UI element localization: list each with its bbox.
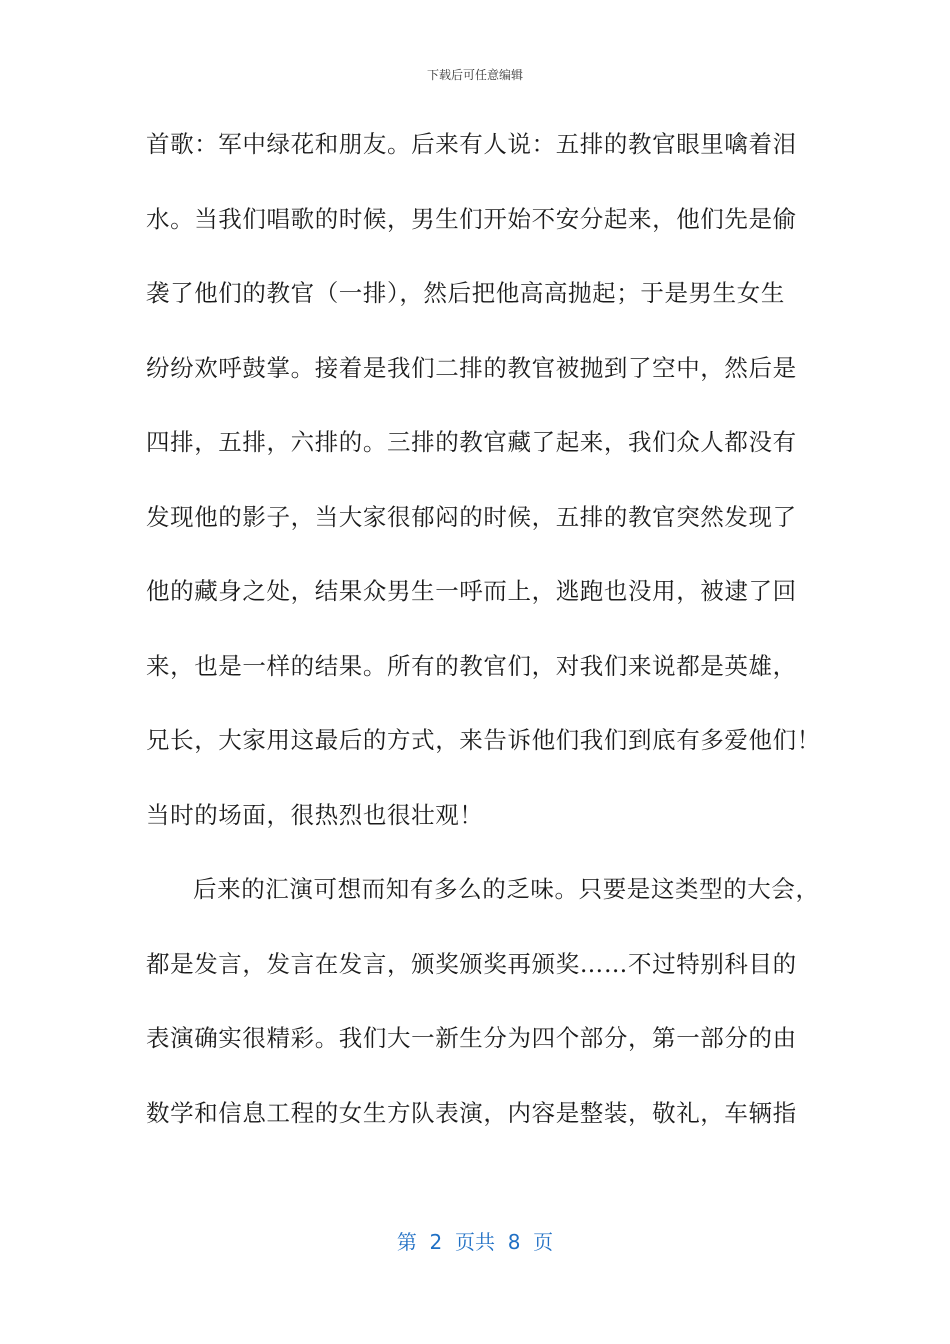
text-line: 数学和信息工程的女生方队表演，内容是整装，敬礼，车辆指: [146, 1098, 797, 1127]
text-line: 来，也是一样的结果。所有的教官们，对我们来说都是英雄，: [146, 651, 797, 680]
page-number-footer: 第 2 页共 8 页: [396, 1230, 554, 1254]
text-line: 兄长，大家用这最后的方式，来告诉他们我们到底有多爱他们！: [146, 726, 821, 754]
paragraph-start-line: 后来的汇演可想而知有多么的乏味。只要是这类型的大会，: [193, 875, 820, 903]
text-line: 他的藏身之处，结果众男生一呼而上，逃跑也没用，被逮了回: [146, 577, 797, 605]
text-line: 都是发言，发言在发言，颁奖颁奖再颁奖……不过特别科目的: [146, 949, 797, 978]
page-header: 下载后可任意编辑: [426, 68, 523, 82]
text-line: 纷纷欢呼鼓掌。接着是我们二排的教官被抛到了空中，然后是: [146, 353, 797, 382]
text-line: 袭了他们的教官（一排），然后把他高高抛起；于是男生女生: [146, 279, 785, 307]
text-line: 当时的场面，很热烈也很壮观！: [146, 800, 484, 829]
text-line: 四排，五排，六排的。三排的教官藏了起来，我们众人都没有: [146, 428, 797, 456]
document-body: [146, 122, 821, 1165]
text-line: 水。当我们唱歌的时候，男生们开始不安分起来，他们先是偷: [146, 204, 797, 233]
text-line: 发现他的影子，当大家很郁闷的时候，五排的教官突然发现了: [146, 502, 797, 531]
text-line: 首歌：军中绿花和朋友。后来有人说：五排的教官眼里噙着泪: [146, 130, 797, 158]
text-line: 表演确实很精彩。我们大一新生分为四个部分，第一部分的由: [146, 1024, 797, 1052]
